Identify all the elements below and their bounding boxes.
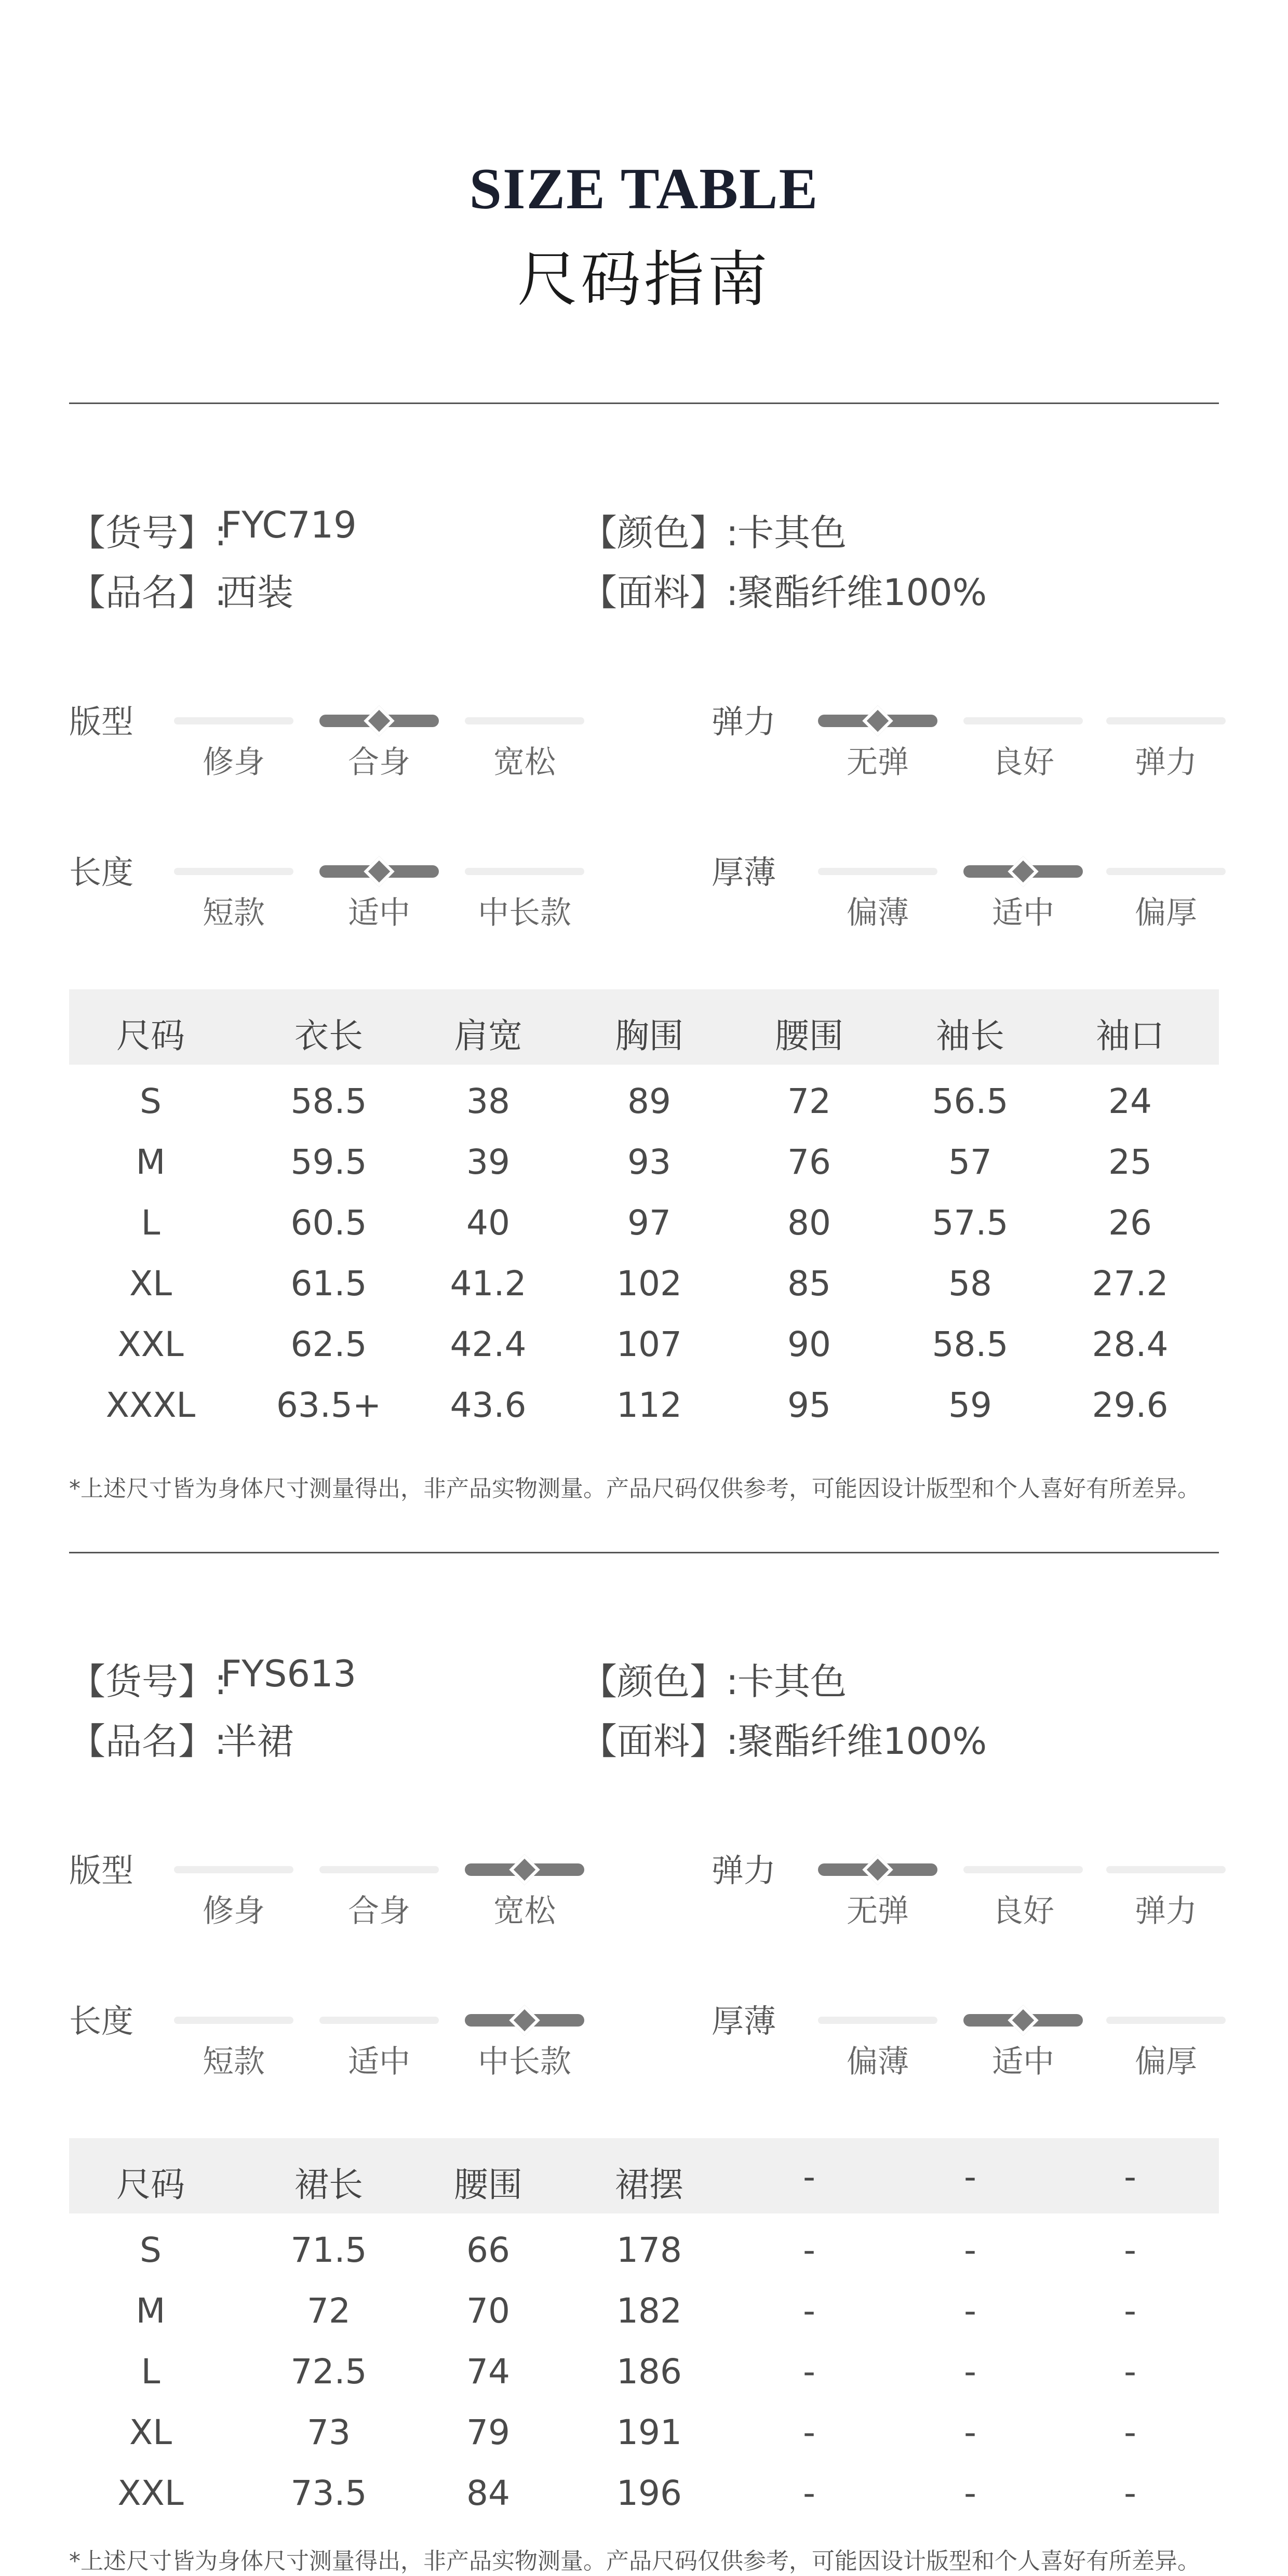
table-cell: 191 [616, 2412, 682, 2452]
scale-segment [1106, 1866, 1226, 1873]
table-cell: - [1124, 2352, 1136, 2392]
scale-option-label: 良好 [992, 744, 1054, 781]
scale-option-label: 合身 [348, 1893, 410, 1929]
table-cell: 40 [466, 1203, 510, 1243]
table-cell: 93 [627, 1142, 671, 1182]
table-cell: 29.6 [1092, 1385, 1169, 1425]
table-header-cell: 衣长 [294, 1016, 363, 1056]
table-cell: 182 [616, 2291, 682, 2331]
scale-option-label: 合身 [348, 744, 410, 781]
table-cell: 73.5 [290, 2473, 367, 2513]
attribute-label: 弹力 [712, 1852, 776, 1889]
table-cell: 58.5 [932, 1324, 1009, 1364]
table-cell: - [964, 2412, 976, 2452]
table-cell: XL [129, 1264, 172, 1304]
scale-option-label: 短款 [203, 895, 265, 931]
title-chinese: 尺码指南 [517, 245, 771, 315]
scale-segment [1106, 868, 1226, 875]
table-cell: 71.5 [290, 2230, 367, 2270]
table-cell: 61.5 [290, 1264, 367, 1304]
table-cell: XL [129, 2412, 172, 2452]
scale-option-label: 弹力 [1135, 744, 1197, 781]
scale-segment [174, 1866, 293, 1873]
table-cell: 73 [307, 2412, 351, 2452]
table-cell: 60.5 [290, 1203, 367, 1243]
color-value: 卡其色 [737, 512, 847, 554]
scale-option-label: 弹力 [1135, 1893, 1197, 1929]
table-cell: 66 [466, 2230, 510, 2270]
table-cell: 41.2 [450, 1264, 527, 1304]
table-cell: 43.6 [450, 1385, 527, 1425]
table-cell: - [964, 2473, 976, 2513]
scale-option-label: 偏薄 [847, 2044, 909, 2080]
table-header-cell: - [1124, 2157, 1136, 2197]
scale-segment [818, 868, 937, 875]
scale-segment [963, 865, 1083, 878]
table-cell: - [803, 2412, 815, 2452]
product-name-value: 半裙 [221, 1720, 293, 1763]
table-cell: 112 [616, 1385, 682, 1425]
attribute-label: 弹力 [712, 703, 776, 741]
divider [69, 1552, 1219, 1553]
table-header-cell: 肩宽 [454, 1016, 522, 1056]
table-cell: 42.4 [450, 1324, 527, 1364]
scale-segment [465, 1863, 584, 1876]
table-header-cell: 腰围 [454, 2165, 522, 2205]
fabric-label: 【面料】: [581, 571, 739, 614]
table-cell: S [140, 1081, 162, 1121]
scale-option-label: 修身 [203, 744, 265, 781]
scale-option-label: 适中 [992, 2044, 1054, 2080]
attribute-label: 长度 [69, 853, 134, 891]
table-cell: 27.2 [1092, 1264, 1169, 1304]
table-cell: 97 [627, 1203, 671, 1243]
scale-segment [319, 865, 439, 878]
table-cell: 24 [1108, 1081, 1152, 1121]
scale-option-label: 良好 [992, 1893, 1054, 1929]
scale-segment [174, 717, 293, 725]
attribute-label: 版型 [69, 1852, 134, 1889]
table-cell: 196 [616, 2473, 682, 2513]
scale-option-label: 中长款 [478, 2044, 571, 2080]
attribute-label: 长度 [69, 2002, 134, 2040]
scale-marker-icon [862, 705, 893, 736]
scale-segment [1106, 2017, 1226, 2024]
table-cell: 89 [627, 1081, 671, 1121]
scale-option-label: 适中 [348, 2044, 410, 2080]
table-header-cell: 尺码 [116, 1016, 185, 1056]
scale-option-label: 偏薄 [847, 895, 909, 931]
table-cell: 186 [616, 2352, 682, 2392]
table-cell: 72 [307, 2291, 351, 2331]
table-cell: 95 [787, 1385, 831, 1425]
table-cell: 59 [948, 1385, 992, 1425]
attribute-label: 厚薄 [712, 853, 776, 891]
table-header-cell: 裙长 [294, 2165, 363, 2205]
table-header-cell: 袖口 [1096, 1016, 1164, 1056]
table-cell: 107 [616, 1324, 682, 1364]
attribute-label: 厚薄 [712, 2002, 776, 2040]
scale-segment [319, 715, 439, 727]
fabric-value: 聚酯纤维100% [737, 1720, 987, 1763]
scale-segment [465, 717, 584, 725]
table-cell: - [964, 2230, 976, 2270]
table-cell: XXL [117, 1324, 184, 1364]
table-cell: 72.5 [290, 2352, 367, 2392]
table-cell: - [803, 2230, 815, 2270]
color-label: 【颜色】: [581, 1660, 739, 1703]
table-cell: 76 [787, 1142, 831, 1182]
table-cell: S [140, 2230, 162, 2270]
scale-option-label: 偏厚 [1135, 2044, 1197, 2080]
table-cell: 57.5 [932, 1203, 1009, 1243]
scale-segment [818, 2017, 937, 2024]
scale-marker-icon [862, 1854, 893, 1885]
scale-marker-icon [1008, 2005, 1038, 2035]
table-cell: - [803, 2352, 815, 2392]
scale-option-label: 无弹 [847, 1893, 909, 1929]
item-no-value: FYC719 [221, 504, 357, 546]
item-no-value: FYS613 [221, 1653, 357, 1695]
table-cell: 62.5 [290, 1324, 367, 1364]
scale-marker-icon [364, 705, 394, 736]
scale-option-label: 修身 [203, 1893, 265, 1929]
table-cell: 56.5 [932, 1081, 1009, 1121]
table-cell: 28.4 [1092, 1324, 1169, 1364]
table-cell: 74 [466, 2352, 510, 2392]
table-cell: 70 [466, 2291, 510, 2331]
scale-option-label: 偏厚 [1135, 895, 1197, 931]
product-name-label: 【品名】: [69, 1720, 227, 1763]
product-name-value: 西装 [221, 571, 293, 614]
scale-segment [963, 2014, 1083, 2027]
table-cell: M [136, 1142, 166, 1182]
fabric-value: 聚酯纤维100% [737, 571, 987, 614]
table-cell: XXXL [105, 1385, 196, 1425]
color-value: 卡其色 [737, 1660, 847, 1703]
table-cell: 59.5 [290, 1142, 367, 1182]
table-cell: - [964, 2291, 976, 2331]
table-header-cell: - [803, 2157, 815, 2197]
table-header-cell: - [964, 2157, 976, 2197]
table-cell: - [1124, 2412, 1136, 2452]
attribute-label: 版型 [69, 703, 134, 741]
table-cell: 72 [787, 1081, 831, 1121]
title-english: SIZE TABLE [469, 157, 819, 221]
color-label: 【颜色】: [581, 512, 739, 554]
scale-segment [818, 1863, 937, 1876]
item-no-label: 【货号】: [69, 512, 227, 554]
table-header-cell: 裙摆 [615, 2165, 683, 2205]
footnote: *上述尺寸皆为身体尺寸测量得出，非产品实物测量。产品尺码仅供参考，可能因设计版型和个人喜好有所差异。 [69, 2548, 1200, 2574]
scale-segment [465, 2014, 584, 2027]
table-cell: 79 [466, 2412, 510, 2452]
table-cell: XXL [117, 2473, 184, 2513]
table-cell: - [1124, 2291, 1136, 2331]
scale-segment [174, 868, 293, 875]
table-cell: 39 [466, 1142, 510, 1182]
table-cell: - [803, 2473, 815, 2513]
scale-option-label: 宽松 [493, 1893, 556, 1929]
table-cell: L [141, 2352, 160, 2392]
scale-option-label: 中长款 [478, 895, 571, 931]
scale-segment [963, 717, 1083, 725]
scale-marker-icon [1008, 856, 1038, 887]
scale-marker-icon [509, 1854, 540, 1885]
scale-option-label: 适中 [992, 895, 1054, 931]
table-cell: 90 [787, 1324, 831, 1364]
scale-option-label: 适中 [348, 895, 410, 931]
scale-segment [963, 1866, 1083, 1873]
table-cell: 80 [787, 1203, 831, 1243]
table-cell: - [803, 2291, 815, 2331]
scale-segment [818, 715, 937, 727]
scale-option-label: 宽松 [493, 744, 556, 781]
scale-segment [1106, 717, 1226, 725]
table-cell: 178 [616, 2230, 682, 2270]
table-header-cell: 胸围 [615, 1016, 683, 1056]
table-cell: 84 [466, 2473, 510, 2513]
table-cell: L [141, 1203, 160, 1243]
scale-option-label: 短款 [203, 2044, 265, 2080]
item-no-label: 【货号】: [69, 1660, 227, 1703]
product-name-label: 【品名】: [69, 571, 227, 614]
table-header-cell: 腰围 [775, 1016, 843, 1056]
table-cell: M [136, 2291, 166, 2331]
divider [69, 403, 1219, 404]
scale-segment [319, 1866, 439, 1873]
scale-option-label: 无弹 [847, 744, 909, 781]
scale-segment [174, 2017, 293, 2024]
table-cell: 102 [616, 1264, 682, 1304]
footnote: *上述尺寸皆为身体尺寸测量得出，非产品实物测量。产品尺码仅供参考，可能因设计版型和个人喜好有所差异。 [69, 1475, 1200, 1502]
table-cell: - [1124, 2473, 1136, 2513]
scale-marker-icon [364, 856, 394, 887]
table-header-cell: 袖长 [936, 1016, 1004, 1056]
table-cell: 63.5+ [276, 1385, 382, 1425]
table-cell: 58 [948, 1264, 992, 1304]
table-cell: 58.5 [290, 1081, 367, 1121]
scale-marker-icon [509, 2005, 540, 2035]
table-cell: 57 [948, 1142, 992, 1182]
table-header-cell: 尺码 [116, 2165, 185, 2205]
scale-segment [465, 868, 584, 875]
table-cell: 85 [787, 1264, 831, 1304]
table-cell: - [1124, 2230, 1136, 2270]
fabric-label: 【面料】: [581, 1720, 739, 1763]
table-cell: 26 [1108, 1203, 1152, 1243]
table-cell: - [964, 2352, 976, 2392]
scale-segment [319, 2017, 439, 2024]
table-cell: 25 [1108, 1142, 1152, 1182]
table-cell: 38 [466, 1081, 510, 1121]
